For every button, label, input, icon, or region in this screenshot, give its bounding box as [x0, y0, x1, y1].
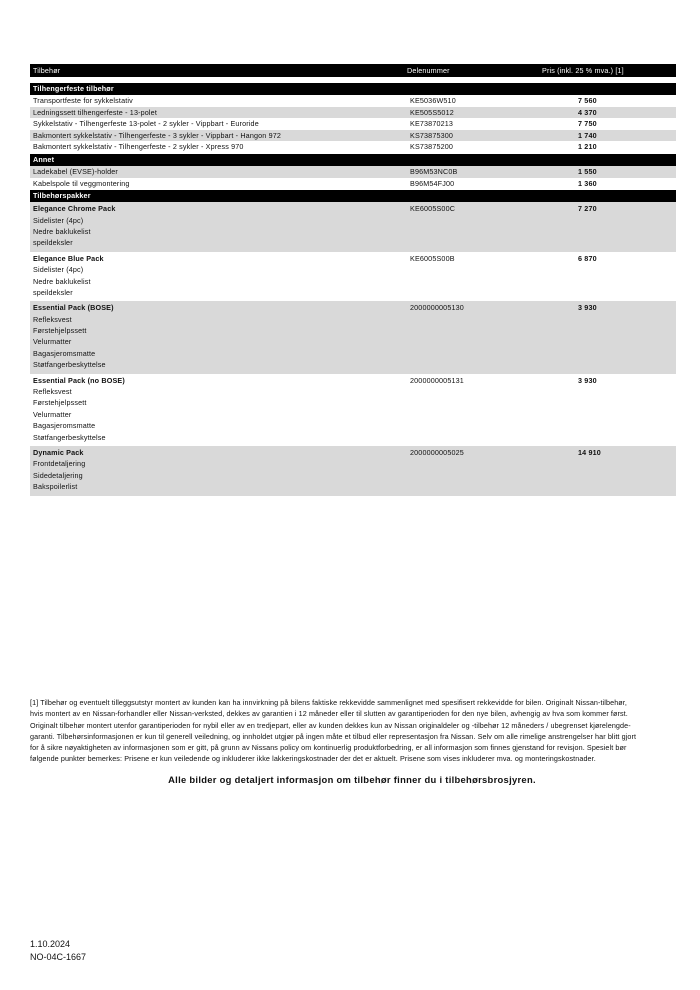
pack-part-number: 2000000005130 — [410, 303, 464, 313]
pack-row — [30, 252, 676, 302]
row-price: 1 550 — [578, 166, 597, 176]
pack-name: Essential Pack (no BOSE) — [33, 375, 125, 385]
row-price: 7 750 — [578, 119, 597, 129]
pack-item: Frontdetaljering — [33, 459, 86, 469]
row-name: Transportfeste for sykkelstativ — [33, 96, 133, 105]
footnote-line: [1] Tilbehør og eventuelt tilleggsutstyr montert av kunden kan ha innvirkning på bilens faktiske rekkevidde sammenlignet med spesifisert rekkevidde for bilen. Originalt Nissan-tilbehør, — [30, 698, 627, 707]
table-row — [30, 166, 676, 178]
row-price: 1 740 — [578, 130, 597, 140]
pack-name: Elegance Chrome Pack — [33, 204, 116, 214]
pack-item: Bagasjeromsmatte — [33, 348, 96, 358]
pack-name: Essential Pack (BOSE) — [33, 303, 114, 313]
pack-price: 3 930 — [578, 303, 597, 313]
row-part-number: B96M53NC0B — [410, 166, 458, 176]
pack-row — [30, 301, 676, 373]
footnote-line: for å sikre nøyaktigheten av informasjonen som er gitt, på grunn av Nissans policy om kontinuerlig produktforbedring, er all informasjon som finnes gjenstand for revisjon. Spesielt bør — [30, 743, 627, 753]
pack-name: Elegance Blue Pack — [33, 253, 104, 263]
pack-part-number: KE6005S00B — [410, 253, 455, 263]
pack-item: Refleksvest — [33, 314, 72, 324]
pack-part-number: KE6005S00C — [410, 204, 456, 214]
pack-part-number: 2000000005025 — [410, 447, 464, 457]
brochure-note: Alle bilder og detaljert informasjon om tilbehør finner du i tilbehørsbrosjyren. — [168, 774, 536, 785]
pack-price: 14 910 — [578, 447, 601, 457]
table-row — [30, 107, 676, 119]
pack-row — [30, 374, 676, 446]
pack-item: Refleksvest — [33, 387, 72, 397]
section-header: Tilhengerfeste tilbehør — [30, 83, 676, 95]
pack-row — [30, 202, 676, 252]
row-name: Kabelspole til veggmontering — [33, 178, 130, 188]
footnote-line: hvis montert av en Nissan-forhandler eller Nissan-verksted, dekkes av garantien i 12 måneder eller til slutten av garantiperioden for den nye bilen, avhengig av hva som kommer først. — [30, 709, 628, 719]
pack-row — [30, 446, 676, 496]
pack-item: Førstehjelpssett — [33, 326, 87, 336]
document-date: 1.10.2024 — [30, 939, 71, 949]
row-price: 4 370 — [578, 107, 597, 117]
pack-price: 6 870 — [578, 253, 597, 263]
header-part-number: Delenummer — [407, 66, 450, 75]
table-row — [30, 130, 676, 142]
pack-item: Bakspoilerlist — [33, 482, 78, 492]
pack-item: Sidedetaljering — [33, 470, 83, 480]
row-part-number: KS73875200 — [410, 142, 454, 152]
pack-item: Bagasjeromsmatte — [33, 421, 96, 431]
row-price: 1 210 — [578, 142, 597, 152]
row-part-number: KS73875300 — [410, 130, 454, 140]
section-header: Tilbehørspakker — [30, 190, 676, 202]
pack-item: Velurmatter — [33, 409, 72, 419]
table-row — [30, 118, 676, 130]
pack-price: 3 930 — [578, 375, 597, 385]
header-price: Pris (inkl. 25 % mva.) [1] — [542, 66, 624, 75]
pack-price: 7 270 — [578, 204, 597, 214]
pack-item: Førstehjelpssett — [33, 398, 87, 408]
section-header: Annet — [30, 154, 676, 166]
pack-item: speildeksler — [33, 287, 73, 297]
document-code: NO-04C-1667 — [30, 952, 87, 962]
pack-item: speildeksler — [33, 238, 73, 248]
row-part-number: B96M54FJ00 — [410, 178, 455, 188]
pack-item: Støtfangerbeskyttelse — [33, 360, 106, 370]
pack-item: Sidelister (4pc) — [33, 265, 84, 275]
table-row — [30, 141, 676, 153]
row-name: Ladekabel (EVSE)-holder — [33, 166, 118, 176]
pack-item: Velurmatter — [33, 337, 72, 347]
pack-item: Støtfangerbeskyttelse — [33, 432, 106, 442]
row-part-number: KE73870213 — [410, 119, 454, 129]
footnote — [30, 697, 674, 765]
row-price: 1 360 — [578, 178, 597, 188]
pack-part-number: 2000000005131 — [410, 375, 464, 385]
pack-name: Dynamic Pack — [33, 447, 84, 457]
pack-item: Nedre baklukelist — [33, 276, 91, 286]
row-part-number: KE5036W510 — [410, 96, 456, 105]
row-price: 7 560 — [578, 96, 597, 105]
row-name: Bakmontert sykkelstativ - Tilhengerfeste - 2 sykler - Xpress 970 — [33, 142, 244, 152]
document-footer — [30, 938, 86, 964]
footnote-line: Originalt tilbehør montert utenfor garantiperioden for nybil eller av en tredjepart, eller av kunden dekkes kun av Nissan originaldeler og -tilbehør 12 måneders / ubegrenset kjørelengde- — [30, 720, 631, 730]
row-name: Sykkelstativ - Tilhengerfeste 13-polet - 2 sykler - Vippbart - Euroride — [33, 119, 259, 129]
header-accessory: Tilbehør — [33, 66, 61, 75]
table-header — [30, 64, 676, 77]
pack-item: Sidelister (4pc) — [33, 215, 84, 225]
table-row — [30, 95, 676, 107]
pack-item: Nedre baklukelist — [33, 226, 91, 236]
row-part-number: KE505S5012 — [410, 107, 454, 117]
footnote-line: garanti. Tilbehørsinformasjonen er kun til generell veiledning, og innholdet utgjør på ingen måte et tilbud eller representasjon fra Nissan. Selv om alle rimelige anstrengelser har blitt gjort — [30, 731, 637, 741]
row-name: Ledningssett tilhengerfeste - 13-polet — [33, 107, 157, 117]
footnote-line: følgende punkter bemerkes: Prisene er kun veiledende og inkluderer ikke lakkeringskostnader der det er aktuelt. Prisene som vises inkluderer mva. og monteringskostnader. — [30, 754, 596, 764]
accessory-price-table — [30, 64, 676, 496]
row-name: Bakmontert sykkelstativ - Tilhengerfeste - 3 sykler - Vippbart - Hangon 972 — [33, 130, 282, 140]
table-row — [30, 178, 676, 190]
